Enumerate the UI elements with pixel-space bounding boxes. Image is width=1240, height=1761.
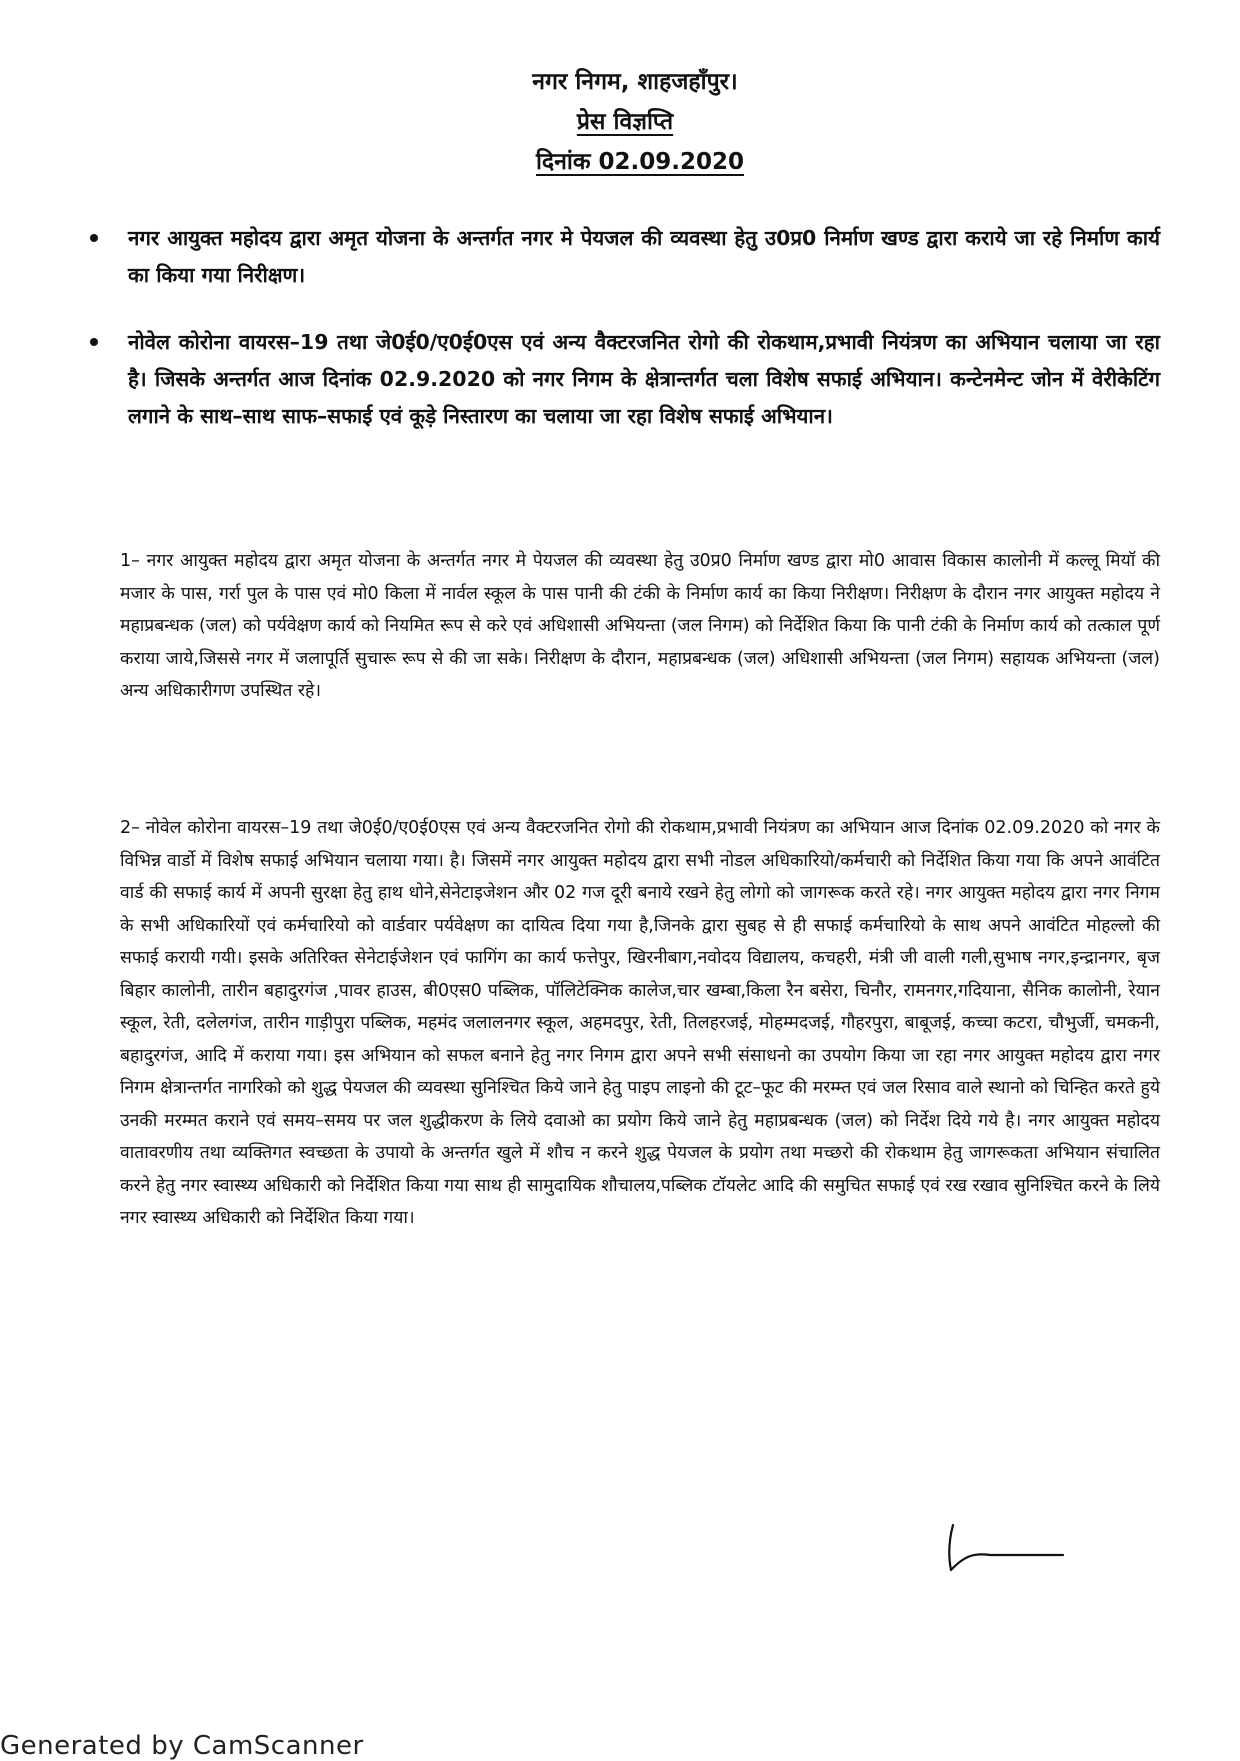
bullet-item [90,324,1160,435]
release-date: दिनांक 02.09.2020 [535,149,745,175]
document-header [0,62,1240,182]
bullet-dot-icon [90,338,98,346]
office-title: नगर निगम, शाहजहाँपुर। [532,69,738,95]
summary-bullets [90,220,1160,465]
paragraph-inspection: 1– नगर आयुक्त महोदय द्वारा अमृत योजना के अन्तर्गत नगर मे पेयजल की व्यवस्था हेतु उ0प्र0 निर्माण खण्ड द्वारा मो0 आवास विकास कालोनी में कल्लू मियॉ की मजार के पास, गर्रा पुल के पास एवं मो0 किला में नार्वल स्कूल के पास पानी की टंकी के निर्माण कार्य का किया निरीक्षण। निरीक्षण के दौरान नगर आयुक्त महोदय ने महाप्रबन्धक (जल) को पर्यवेक्षण कार्य को नियमित रूप से करे एवं अधिशासी अभियन्ता (जल निगम) को निर्देशित किया कि पानी टंकी के निर्माण कार्य को तत्काल पूर्ण कराया जाये,जिससे नगर में जलापूर्ति सुचारू रूप से की जा सके। निरीक्षण के दौरान, महाप्रबन्धक (जल) अधिशासी अभियन्ता (जल निगम) सहायक अभियन्ता (जल) अन्य अधिकारीगण उपस्थित रहे। [120,551,1160,701]
bullet-text: नोवेल कोरोना वायरस–19 तथा जे0ई0/ए0ई0एस एवं अन्य वैक्टरजनित रोगो की रोकथाम,प्रभावी नियंत्रण का अभियान चलाया जा रहा है। जिसके अन्तर्गत आज दिनांक 02.9.2020 को नगर निगम के क्षेत्रान्तर्गत चला विशेष सफाई अभियान। कन्टेनमेन्ट जोन में वेरीकेटिंग लगाने के साथ–साथ साफ–सफाई एवं कूड़े निस्तारण का चलाया जा रहा विशेष सफाई अभियान। [128,330,1160,428]
paragraph-sanitation-campaign: 2– नोवेल कोरोना वायरस–19 तथा जे0ई0/ए0ई0एस एवं अन्य वैक्टरजनित रोगो की रोकथाम,प्रभावी नियंत्रण का अभियान आज दिनांक 02.09.2020 को नगर के विभिन्न वार्डो में विशेष सफाई अभियान चलाया गया। है। जिसमें नगर आयुक्त महोदय द्वारा सभी नोडल अधिकारियो/कर्मचारी को निर्देशित किया गया कि अपने आवंटित वार्ड की सफाई कार्य में अपनी सुरक्षा हेतु हाथ धोने,सेनेटाइजेशन और 02 गज दूरी बनाये रखने हेतु लोगो को जागरूक करते रहे। नगर आयुक्त महोदय द्वारा नगर निगम के सभी अधिकारियों एवं कर्मचारियो को वार्डवार पर्यवेक्षण का दायित्व दिया गया है,जिनके द्वारा सुबह से ही सफाई कर्मचारियो के साथ अपने आवंटित मोहल्लो की सफाई करायी गयी। इसके अतिरिक्त सेनेटाईजेशन एवं फागिंग का कार्य फत्तेपुर, खिरनीबाग,नवोदय विद्यालय, कचहरी, मंत्री जी वाली गली,सुभाष नगर,इन्द्रानगर, बृज बिहार कालोनी, तारीन बहादुरगंज ,पावर हाउस, बी0एस0 पब्लिक, पॉलिटेक्निक कालेज,चार खम्बा,किला रैन बसेरा, चिनौर, रामनगर,गदियाना, सैनिक कालोनी, रेयान स्कूल, रेती, दलेलगंज, तारीन गाड़ीपुरा पब्लिक, महमंद जलालनगर स्कूल, अहमदपुर, रेती, तिलहरजई, मोहम्मदजई, गौहरपुरा, बाबूजई, कच्चा कटरा, चौभुर्जी, चमकनी, बहादुरगंज, आदि में कराया गया। इस अभियान को सफल बनाने हेतु नगर निगम द्वारा अपने सभी संसाधनो का उपयोग किया जा रहा नगर आयुक्त महोदय द्वारा नगर निगम क्षेत्रान्तर्गत नागरिको को शुद्ध पेयजल की व्यवस्था सुनिश्चित किये जाने हेतु पाइप लाइनो की टूट–फूट की मरम्म्त एवं जल रिसाव वाले स्थानो को चिन्हित करते हुये उनकी मरम्मत कराने एवं समय–समय पर जल शुद्धीकरण के लिये दवाओ का प्रयोग किये जाने हेतु महाप्रबन्धक (जल) को निर्देश दिये गये है। नगर आयुक्त महोदय वातावरणीय तथा व्यक्तिगत स्वच्छता के उपायो के अन्तर्गत खुले में शौच न करने शुद्ध पेयजल के प्रयोग तथा मच्छरो की रोकथाम हेतु जागरूकता अभियान संचालित करने हेतु नगर स्वास्थ्य अधिकारी को निर्देशित किया गया साथ ही सामुदायिक शौचालय,पब्लिक टॉयलेट आदि की समुचित सफाई एवं रख रखाव सुनिश्चित करने के लिये नगर स्वास्थ्य अधिकारी को निर्देशित किया गया। [120,818,1161,1228]
bullet-text: नगर आयुक्त महोदय द्वारा अमृत योजना के अन्तर्गत नगर मे पेयजल की व्यवस्था हेतु उ0प्र0 निर्माण खण्ड द्वारा कराये जा रहे निर्माण कार्य का किया गया निरीक्षण। [128,226,1160,287]
scanner-watermark: Generated by CamScanner [0,1731,364,1761]
press-release-heading: प्रेस विज्ञप्ति [576,109,674,135]
signature-mark-icon [945,1515,1065,1575]
bullet-item [90,220,1160,294]
bullet-dot-icon [90,234,98,242]
